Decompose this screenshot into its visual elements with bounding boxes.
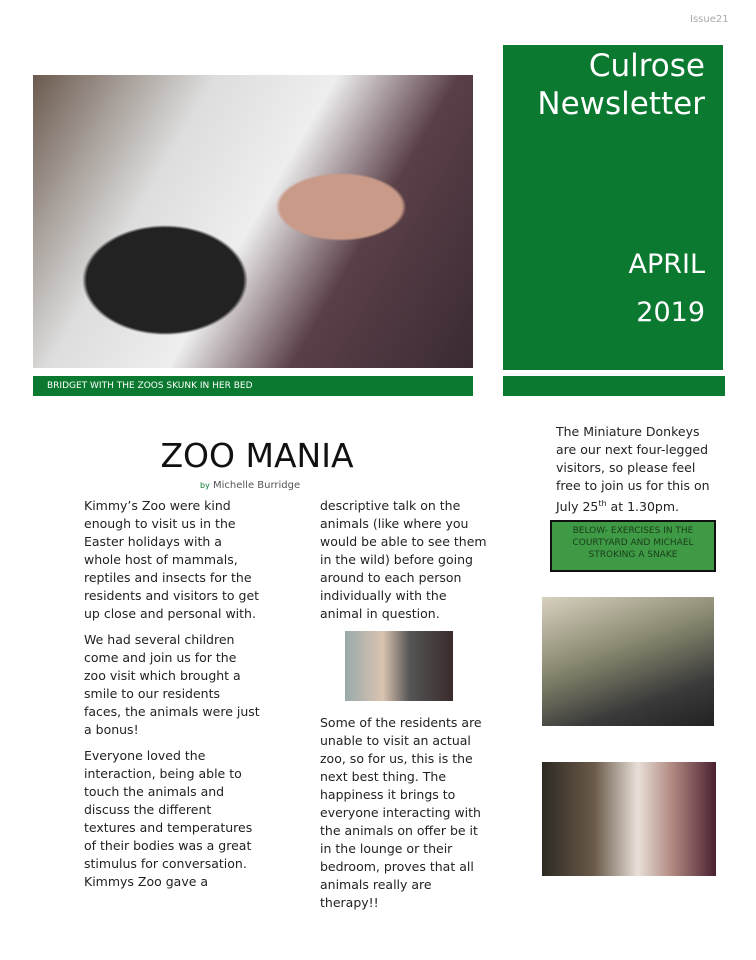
announcement-text: The Miniature Donkeys are our next four-legged visitors, so please feel free to join us for this on July 25 xyxy=(556,424,710,515)
issue-number: Issue21 xyxy=(690,14,729,25)
announcement-time: at 1.30pm. xyxy=(606,499,680,515)
author: Michelle Burridge xyxy=(213,480,301,491)
paragraph: Some of the residents are unable to visit an actual zoo, so for us, this is the next best thing. The happiness it brings to everyone interacting with the animals on offer be it in the lounge or their bedroom, proves that all animals really are therapy!! xyxy=(320,715,482,910)
title-line-1: Culrose xyxy=(588,48,705,84)
masthead xyxy=(503,45,723,370)
decorative-bar xyxy=(503,376,725,396)
article-column-2 xyxy=(320,497,490,631)
issue-month: APRIL xyxy=(628,249,705,280)
title-line-2: Newsletter xyxy=(537,86,705,122)
courtyard-exercise-photo xyxy=(542,597,714,726)
article-title: ZOO MANIA xyxy=(160,436,354,475)
main-photo xyxy=(33,75,473,368)
article-column-1 xyxy=(84,497,260,899)
article-column-2-continued xyxy=(320,714,490,920)
article-photo xyxy=(345,631,453,701)
paragraph: descriptive talk on the animals (like where you would be able to see them in the wild) before going around to each person individually with the animal in question. xyxy=(320,498,487,621)
main-photo-caption: BRIDGET WITH THE ZOOS SKUNK IN HER BED xyxy=(33,376,473,396)
issue-date xyxy=(503,241,705,337)
byline-by: by xyxy=(200,481,210,490)
paragraph: We had several children come and join us for the zoo visit which brought a smile to our residents faces, the animals were just a bonus! xyxy=(84,632,260,737)
paragraph: Kimmy’s Zoo were kind enough to visit us in the Easter holidays with a whole host of mammals, reptiles and insects for the residents and visitors to get up close and personal with. xyxy=(84,498,260,621)
paragraph: Everyone loved the interaction, being able to touch the animals and discuss the different textures and temperatures of their bodies was a great stimulus for conversation. Kimmys Zoo gave a xyxy=(84,748,253,889)
photo-label: BELOW- EXERCISES IN THE COURTYARD AND MICHAEL STROKING A SNAKE xyxy=(550,520,716,572)
byline xyxy=(200,480,300,491)
issue-year: 2019 xyxy=(636,297,705,328)
newsletter-title xyxy=(503,47,705,123)
sidebar-announcement xyxy=(556,423,721,516)
ordinal-suffix: th xyxy=(598,499,607,508)
snake-stroking-photo xyxy=(542,762,716,876)
